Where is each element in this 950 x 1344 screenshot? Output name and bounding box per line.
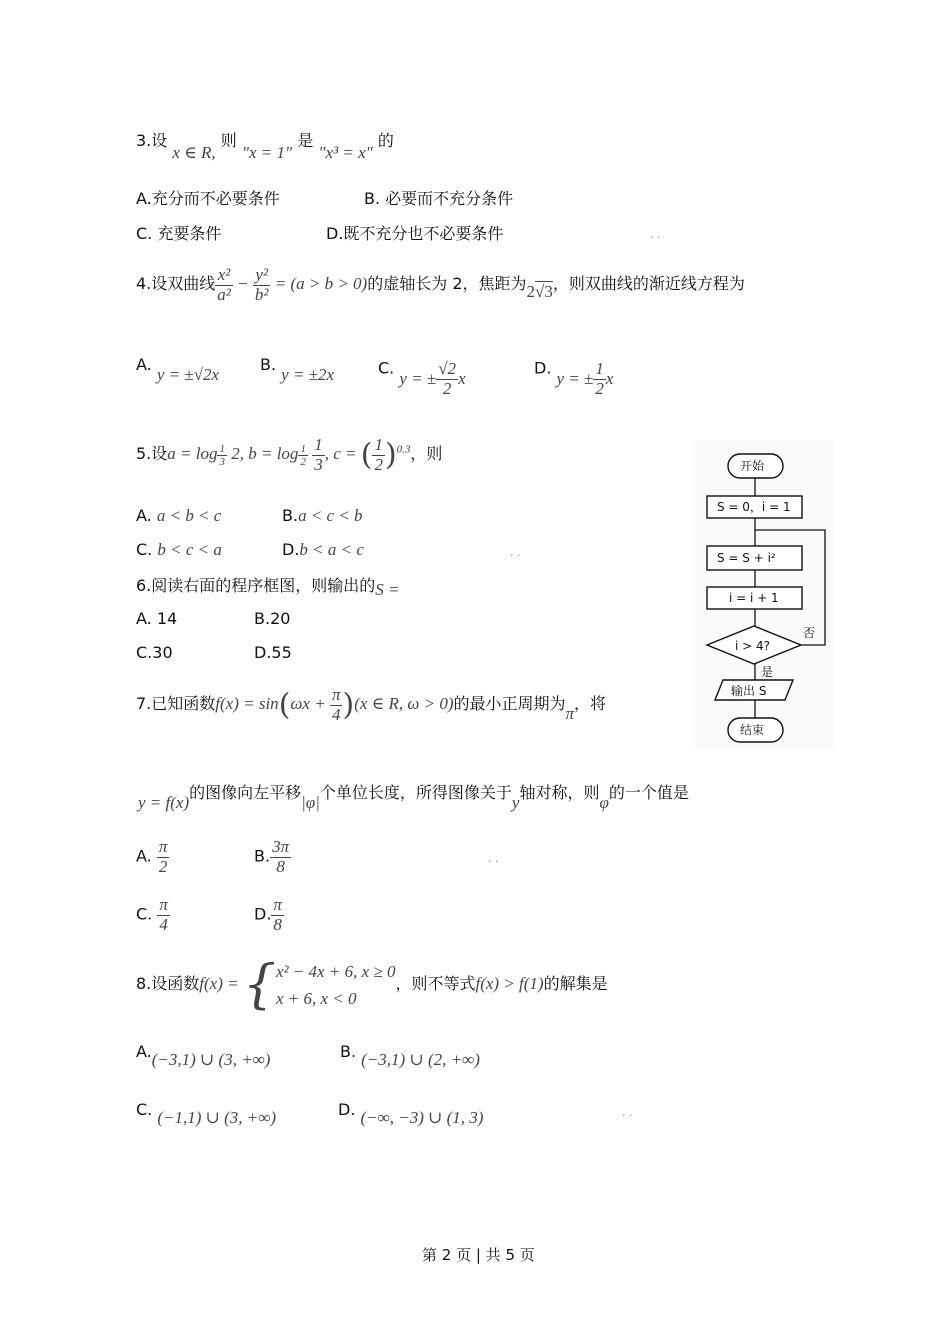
q3-option-b: B. 必要而不充分条件 [364, 189, 514, 208]
q5-option-d: D.b < a < c [282, 540, 364, 559]
page-footer: 第 2 页 | 共 5 页 [422, 1246, 535, 1264]
q4-option-c: C. y = ± $\frac{√2}{2}$ x [378, 358, 466, 398]
q8-stem: 8.设函数f(x) = { x² − 4x + 6, x ≥ 0 x + 6, x < 0 ，则不等式f(x) > f(1)的解集是 [136, 955, 608, 1016]
q4-option-d: D. y = ± $\frac{1}{2}$ x [534, 358, 614, 398]
q7-option-d: D. $\frac{\pi}{8}$ [254, 895, 282, 934]
q7-option-a: A. $\frac{\pi}{2}$ [136, 837, 168, 876]
flowchart-output-label: 输出 S [731, 684, 767, 698]
flowchart-update-label: S = S + i² [717, 551, 776, 565]
q4-option-a: A. y = ±√2x [136, 355, 220, 384]
q5-stem: 5.设a = log $\frac{1}{3}$ 2, b = log $\frac{1}{2}$ $\frac{1}{3}$ , c = ( $\frac{1}{2}$ )$^{0.3}$，则 [136, 435, 443, 474]
q8-option-a: A.(−3,1) ∪ (3, +∞) [136, 1042, 271, 1069]
flowchart-end-label: 结束 [740, 723, 765, 737]
q5-option-a: A. a < b < c [136, 506, 222, 525]
q7-option-b: B. $\frac{3\pi}{8}$ [254, 837, 290, 876]
q6-option-b: B.20 [254, 609, 291, 628]
q3-option-a: A.充分而不必要条件 [136, 189, 280, 208]
q3-stem: 3.设 x ∈ R, 则 "x = 1" 是 "x³ = x" 的 [136, 131, 394, 162]
q7-option-c: C. $\frac{\pi}{4}$ [136, 895, 168, 934]
q6-option-c: C.30 [136, 643, 173, 662]
flowchart-condition-label: i > 4? [735, 639, 771, 653]
scan-dots: . . [488, 852, 499, 865]
q8-piecewise-function: f(x) = { x² − 4x + 6, x ≥ 0 x + 6, x < 0 [199, 955, 396, 1016]
q6-option-a: A. 14 [136, 609, 178, 628]
hyperbola-equation: $\frac{\text{x²}}{\text{a²}}$ − $\frac{\text{y²}}{\text{b²}}$ = (a > b > 0) [217, 265, 368, 304]
q8-option-b: B. (−3,1) ∪ (2, +∞) [340, 1042, 480, 1069]
q5-option-c: C. b < c < a [136, 540, 222, 559]
q7-function: f(x) = sin(ωx + $\frac{\pi}{4}$ )(x ∈ R, ω > 0) [215, 685, 454, 724]
q5-option-b: B.a < c < b [282, 506, 363, 525]
focal-length: 2√3 [526, 282, 553, 302]
q5-definitions: a = log $\frac{1}{3}$ 2, b = log $\frac{1}{2}$ $\frac{1}{3}$ , c = ( $\frac{1}{2}$ )$^{0.3}$ [167, 435, 411, 474]
flowchart-increment-label: i = i + 1 [729, 591, 779, 605]
scan-dots: . . [622, 1106, 633, 1119]
q4-option-b: B. y = ±2x [260, 355, 335, 384]
q3-option-c: C. 充要条件 [136, 224, 222, 243]
q4-stem: 4.设双曲线 $\frac{\text{x²}}{\text{a²}}$ − $\frac{\text{y²}}{\text{b²}}$ = (a > b > 0)的虚轴长为 2，焦距为2√3，则双曲线的渐近线方程为 [136, 265, 745, 304]
q6-stem: 6.阅读右面的程序框图，则输出的S = [136, 576, 400, 599]
flowchart-yes-label: 是 [761, 665, 774, 679]
q3-option-d: D.既不充分也不必要条件 [326, 224, 504, 243]
scan-dots: . . [650, 228, 661, 241]
flowchart-init-label: S = 0，i = 1 [717, 500, 791, 514]
q6-option-d: D.55 [254, 643, 292, 662]
flowchart-no-label: 否 [803, 626, 816, 640]
scan-dots: . . [510, 546, 521, 559]
flowchart-start-label: 开始 [740, 459, 765, 473]
q8-option-d: D. (−∞, −3) ∪ (1, 3) [338, 1100, 484, 1127]
program-flowchart [695, 440, 835, 750]
q8-option-c: C. (−1,1) ∪ (3, +∞) [136, 1100, 277, 1127]
q7-stem: 7.已知函数f(x) = sin(ωx + $\frac{\pi}{4}$ )(x ∈ R, ω > 0)的最小正周期为π，将 [136, 685, 607, 724]
q7-stem-line2: y = f(x)的图像向左平移|φ|个单位长度，所得图像关于y轴对称，则φ的一个值是 [138, 783, 689, 812]
